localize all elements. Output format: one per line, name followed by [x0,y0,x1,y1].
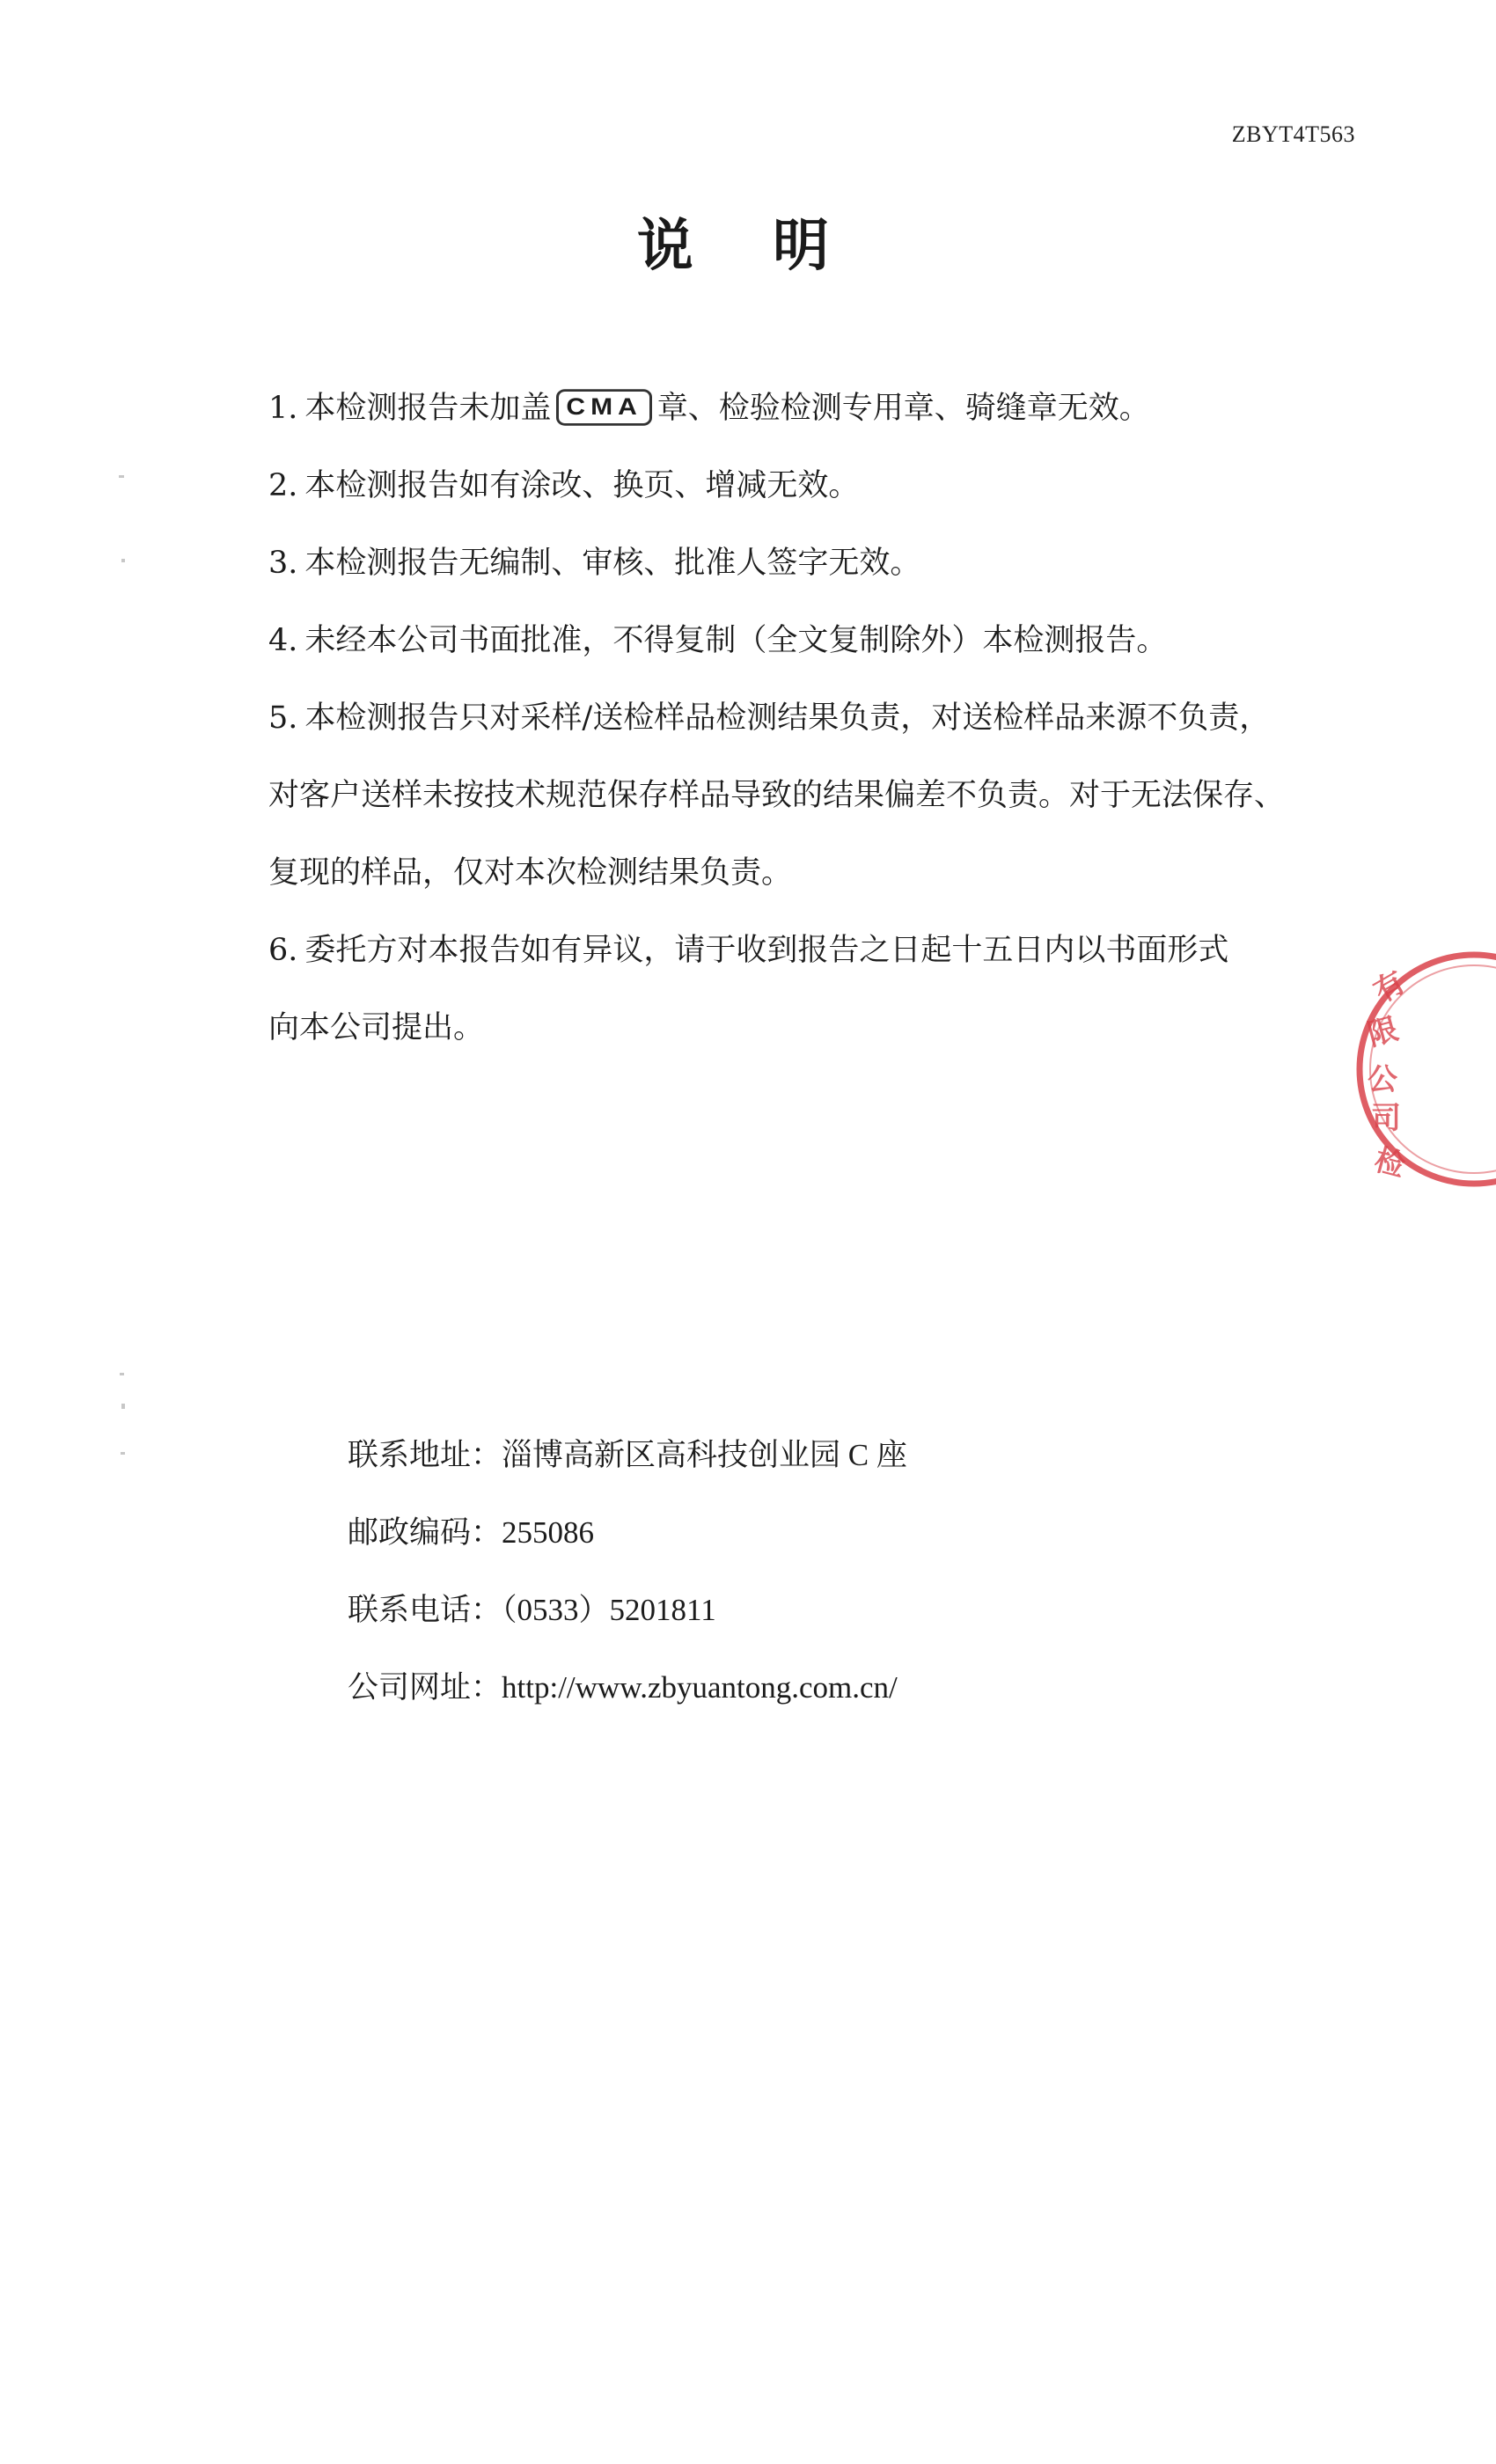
note-line: 复现的样品，仅对本次检测结果负责。 [268,855,793,891]
svg-text:有: 有 [1368,964,1412,1010]
note-line [268,912,1360,989]
svg-text:公: 公 [1368,1062,1397,1097]
postcode-label: 邮政编码： [348,1515,502,1551]
page-title: 说 明 [636,213,860,279]
note-item-5 [268,679,1360,912]
note-line: 对客户送样未按技术规范保存样品导致的结果偏差不负责。对于无法保存、 [268,778,1286,813]
scan-mark [121,1404,125,1409]
contact-phone [348,1572,907,1649]
company-seal-icon [1346,942,1496,1197]
note-item-6 [268,912,1360,1067]
phone-value: （0533）5201811 [502,1593,716,1627]
note-number: 5. [268,700,298,736]
scan-mark [120,1373,124,1375]
document-code: ZBYT4T563 [1231,121,1355,147]
note-line [268,679,1360,757]
svg-text:限: 限 [1363,1011,1403,1053]
note-text: 委托方对本报告如有异议，请于收到报告之日起十五日内以书面形式 [304,933,1229,968]
scan-mark [119,475,124,478]
notes-list [268,370,1360,1067]
note-item-1 [268,370,1360,447]
note-text: 本检测报告只对采样/送检样品检测结果负责，对送检样品来源不负责， [304,700,1271,736]
scan-mark [121,559,125,562]
contact-block [348,1417,907,1727]
note-text: 本检测报告无编制、审核、批准人签字无效。 [304,546,921,581]
note-number: 2. [268,468,298,503]
note-text-before: 本检测报告未加盖 [304,391,552,426]
note-text: 未经本公司书面批准，不得复制（全文复制除外）本检测报告。 [304,623,1168,658]
note-number: 1. [268,391,298,426]
note-item-2 [268,447,1360,524]
address-value: 淄博高新区高科技创业园 C 座 [502,1438,907,1472]
note-line: 向本公司提出。 [268,1010,485,1045]
note-number: 3. [268,546,298,581]
note-item-3 [268,524,1360,602]
svg-text:司: 司 [1371,1101,1401,1136]
cma-mark-icon: CMA [556,389,651,425]
note-number: 6. [268,933,298,968]
postcode-value: 255086 [502,1515,595,1550]
note-number: 4. [268,623,298,658]
contact-website [348,1649,907,1727]
phone-label: 联系电话： [348,1593,502,1628]
note-text-after: 章、检验检测专用章、骑缝章无效。 [656,391,1150,426]
note-item-4 [268,602,1360,679]
note-text: 本检测报告如有涂改、换页、增减无效。 [304,468,860,503]
website-value[interactable]: http://www.zbyuantong.com.cn/ [502,1670,898,1705]
address-label: 联系地址： [348,1438,502,1473]
contact-address [348,1417,907,1494]
contact-postcode [348,1494,907,1572]
website-label: 公司网址： [348,1670,502,1705]
scan-mark [121,1452,125,1455]
svg-text:检: 检 [1370,1142,1409,1184]
